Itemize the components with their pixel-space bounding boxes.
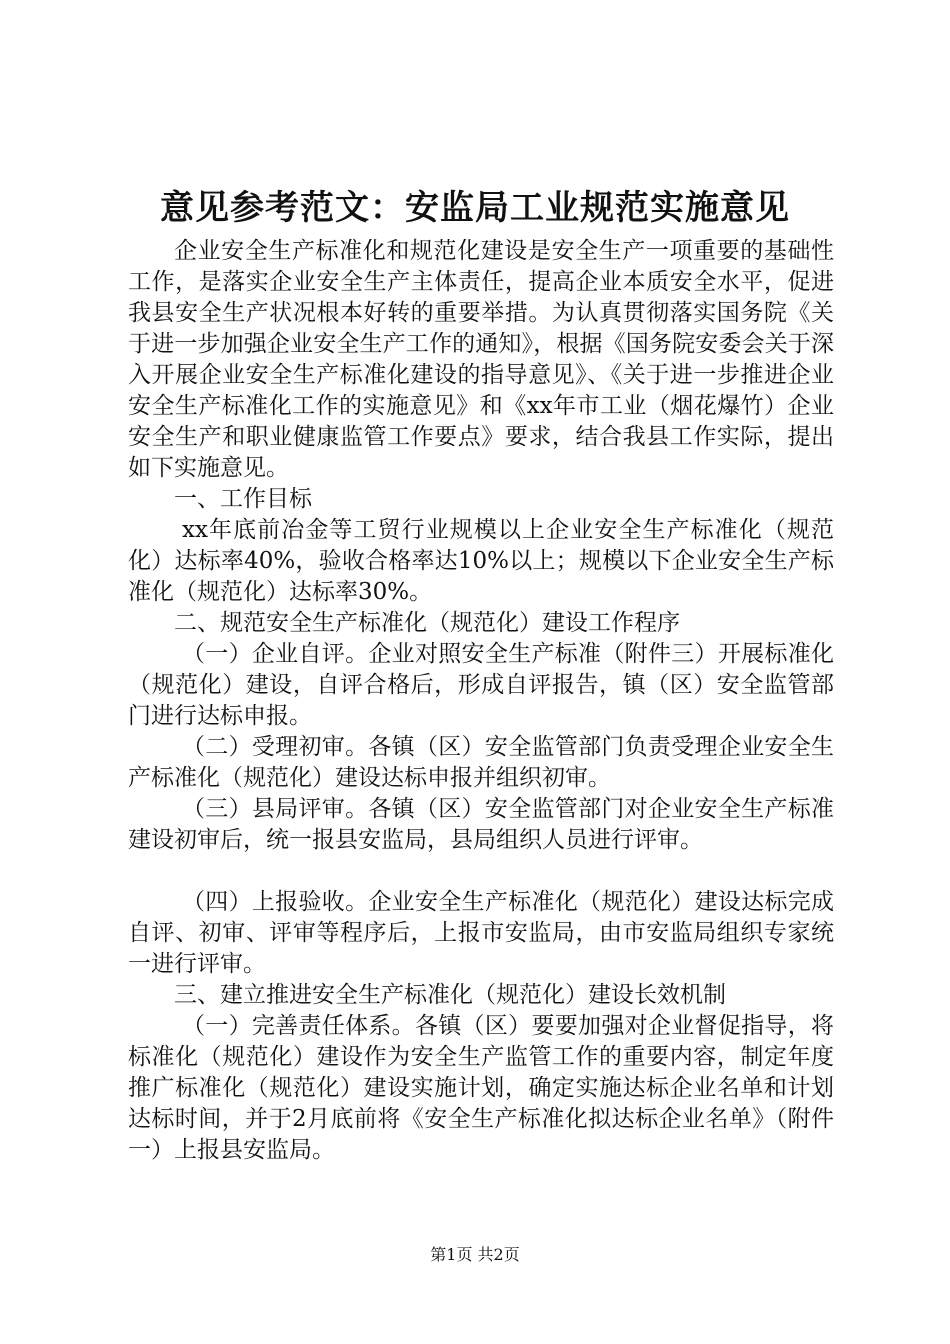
blank-line [128, 856, 834, 887]
paragraph-goal: xx年底前冶金等工贸行业规模以上企业安全生产标准化（规范化）达标率40%，验收合格率达10%以上；规模以下企业安全生产标准化（规范化）达标率30%。 [128, 517, 834, 605]
paragraph-preliminary-review: （二）受理初审。各镇（区）安全监管部门负责受理企业安全生产标准化（规范化）建设达标申报并组织初审。 [128, 734, 834, 791]
paragraph-county-review: （三）县局评审。各镇（区）安全监管部门对企业安全生产标准建设初审后，统一报县安监局，县局组织人员进行评审。 [128, 796, 834, 853]
document-body [128, 236, 834, 1166]
paragraph-self-assessment: （一）企业自评。企业对照安全生产标准（附件三）开展标准化（规范化）建设，自评合格后，形成自评报告，镇（区）安全监管部门进行达标申报。 [128, 641, 834, 729]
document-title: 意见参考范文：安监局工业规范实施意见 [160, 188, 790, 228]
section-heading-3: 三、建立推进安全生产标准化（规范化）建设长效机制 [174, 982, 726, 1008]
section-heading-1: 一、工作目标 [174, 486, 312, 512]
paragraph-responsibility-system: （一）完善责任体系。各镇（区）要要加强对企业督促指导，将标准化（规范化）建设作为安全生产监管工作的重要内容，制定年度推广标准化（规范化）建设实施计划，确定实施达标企业名单和计划达标时间，并于2月底前将《安全生产标准化拟达标企业名单》（附件一）上报县安监局。 [128, 1013, 834, 1163]
section-heading-2: 二、规范安全生产标准化（规范化）建设工作程序 [174, 610, 680, 636]
paragraph-intro: 企业安全生产标准化和规范化建设是安全生产一项重要的基础性工作，是落实企业安全生产主体责任，提高企业本质安全水平，促进我县安全生产状况根本好转的重要举措。为认真贯彻落实国务院《关于进一步加强企业安全生产工作的通知》，根据《国务院安委会关于深入开展企业安全生产标准化建设的指导意见》、《关于进一步推进企业安全生产标准化工作的实施意见》和《xx年市工业（烟花爆竹）企业安全生产和职业健康监管工作要点》要求，结合我县工作实际，提出如下实施意见。 [128, 238, 834, 481]
paragraph-report-acceptance: （四）上报验收。企业安全生产标准化（规范化）建设达标完成自评、初审、评审等程序后，上报市安监局，由市安监局组织专家统一进行评审。 [128, 889, 834, 977]
page-number-footer: 第1页 共2页 [430, 1245, 520, 1264]
